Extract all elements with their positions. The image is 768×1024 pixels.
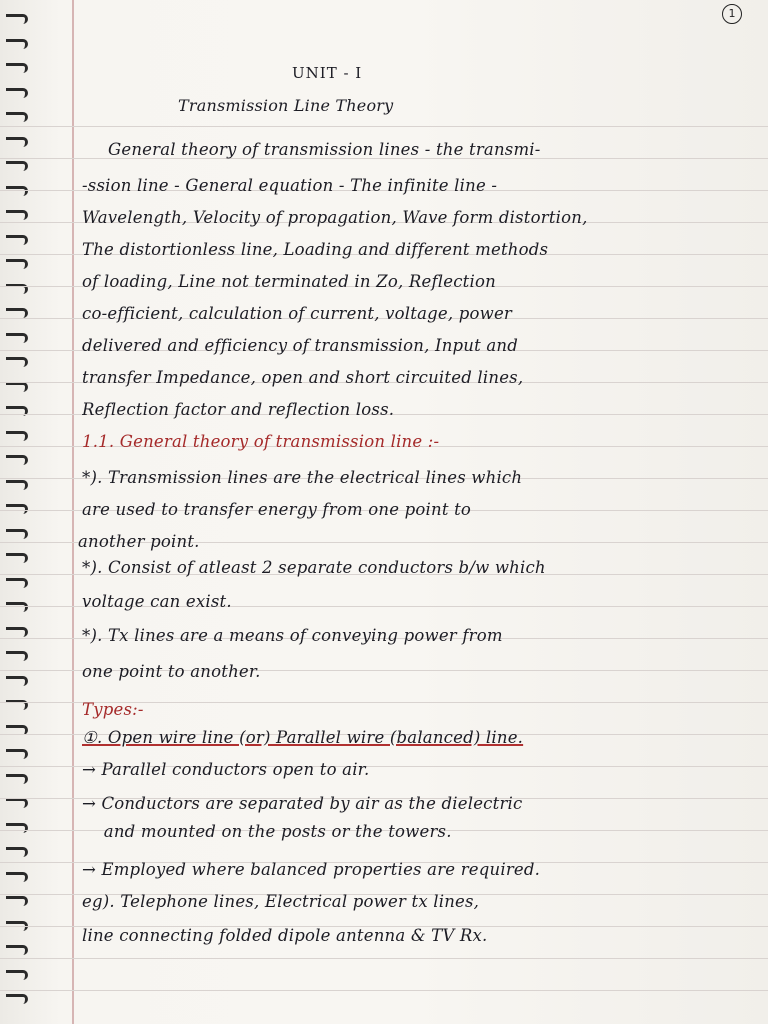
spiral-ring bbox=[6, 357, 28, 367]
section-heading: 1.1. General theory of transmission line :- bbox=[82, 432, 440, 451]
point-line: line connecting folded dipole antenna & TV Rx. bbox=[82, 926, 488, 945]
spiral-ring bbox=[6, 210, 28, 220]
spiral-ring bbox=[6, 88, 28, 98]
ruled-line bbox=[0, 126, 768, 127]
spiral-ring bbox=[6, 676, 28, 686]
body-line: *). Transmission lines are the electrical lines which bbox=[82, 468, 523, 487]
point-line: and mounted on the posts or the towers. bbox=[82, 822, 452, 841]
spiral-ring bbox=[6, 455, 28, 465]
spiral-ring bbox=[6, 382, 28, 392]
body-line: *). Consist of atleast 2 separate conductors b/w which bbox=[82, 558, 546, 577]
point-line: eg). Telephone lines, Electrical power tx lines, bbox=[82, 892, 480, 911]
spiral-ring bbox=[6, 63, 28, 73]
syllabus-line: transfer Impedance, open and short circuited lines, bbox=[82, 368, 524, 387]
point-line: → Conductors are separated by air as the dielectric bbox=[82, 794, 523, 813]
syllabus-line: Reflection factor and reflection loss. bbox=[82, 400, 395, 419]
spiral-ring bbox=[6, 994, 28, 1004]
point-line: → Employed where balanced properties are required. bbox=[82, 860, 541, 879]
body-line: voltage can exist. bbox=[82, 592, 232, 611]
syllabus-line: of loading, Line not terminated in Zo, Reflection bbox=[82, 272, 496, 291]
spiral-binding bbox=[0, 0, 40, 1024]
body-line: one point to another. bbox=[82, 662, 261, 681]
spiral-ring bbox=[6, 896, 28, 906]
spiral-ring bbox=[6, 651, 28, 661]
spiral-ring bbox=[6, 749, 28, 759]
syllabus-line: delivered and efficiency of transmission, Input and bbox=[82, 336, 519, 355]
syllabus-line: co-efficient, calculation of current, voltage, power bbox=[82, 304, 513, 323]
unit-heading: UNIT - I bbox=[292, 64, 363, 82]
spiral-ring bbox=[6, 602, 28, 612]
spiral-ring bbox=[6, 970, 28, 980]
syllabus-line: General theory of transmission lines - the transmi- bbox=[108, 140, 541, 159]
spiral-ring bbox=[6, 235, 28, 245]
page-title: Transmission Line Theory bbox=[178, 96, 394, 115]
spiral-ring bbox=[6, 137, 28, 147]
spiral-ring bbox=[6, 112, 28, 122]
page-number: 1 bbox=[722, 4, 742, 24]
spiral-ring bbox=[6, 39, 28, 49]
body-line: *). Tx lines are a means of conveying power from bbox=[82, 626, 503, 645]
ruled-line bbox=[0, 958, 768, 959]
spiral-ring bbox=[6, 847, 28, 857]
spiral-ring bbox=[6, 284, 28, 294]
syllabus-line: Wavelength, Velocity of propagation, Wave form distortion, bbox=[82, 208, 588, 227]
spiral-ring bbox=[6, 529, 28, 539]
types-heading: Types:- bbox=[82, 700, 144, 719]
body-line: are used to transfer energy from one point to bbox=[82, 500, 472, 519]
spiral-ring bbox=[6, 308, 28, 318]
spiral-ring bbox=[6, 553, 28, 563]
spiral-ring bbox=[6, 504, 28, 514]
spiral-ring bbox=[6, 480, 28, 490]
ruled-line bbox=[0, 990, 768, 991]
spiral-ring bbox=[6, 725, 28, 735]
spiral-ring bbox=[6, 627, 28, 637]
point-line: → Parallel conductors open to air. bbox=[82, 760, 370, 779]
spiral-ring bbox=[6, 431, 28, 441]
syllabus-line: The distortionless line, Loading and different methods bbox=[82, 240, 549, 259]
syllabus-line: -ssion line - General equation - The infinite line - bbox=[82, 176, 498, 195]
body-line: another point. bbox=[78, 532, 200, 551]
spiral-ring bbox=[6, 798, 28, 808]
spiral-ring bbox=[6, 259, 28, 269]
spiral-ring bbox=[6, 578, 28, 588]
spiral-ring bbox=[6, 872, 28, 882]
type-1-heading: ①. Open wire line (or) Parallel wire (balanced) line. bbox=[82, 728, 524, 747]
margin-line bbox=[72, 0, 74, 1024]
spiral-ring bbox=[6, 945, 28, 955]
spiral-ring bbox=[6, 774, 28, 784]
spiral-ring bbox=[6, 14, 28, 24]
spiral-ring bbox=[6, 333, 28, 343]
spiral-ring bbox=[6, 823, 28, 833]
spiral-ring bbox=[6, 161, 28, 171]
